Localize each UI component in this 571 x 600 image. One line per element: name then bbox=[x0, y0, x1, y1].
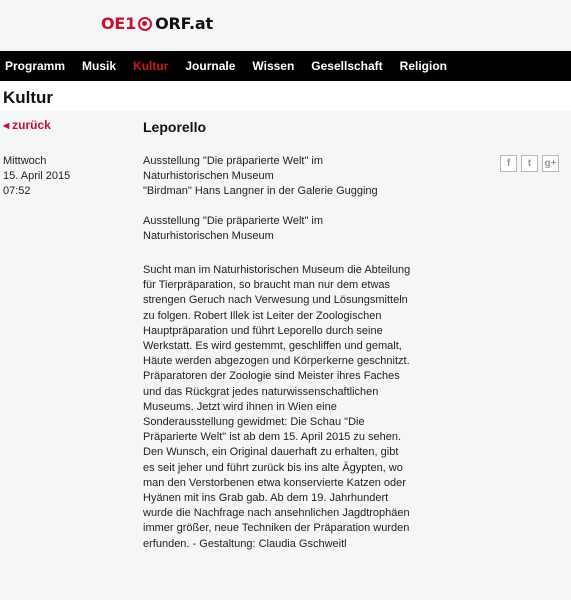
section-band bbox=[0, 81, 571, 111]
nav-item-kultur[interactable]: Kultur bbox=[133, 59, 169, 73]
nav-item-journale[interactable]: Journale bbox=[185, 59, 236, 73]
article-date bbox=[3, 154, 113, 199]
body-line: für Tierpräparation, so braucht man nur dem etwas bbox=[143, 279, 391, 292]
body-line: Hauptpräparation und führt Leporello durch seine bbox=[143, 324, 383, 337]
orf-ring-icon bbox=[138, 17, 152, 31]
body-line: Präparierte Welt" ist ab dem 15. April 2015 zu sehen. bbox=[143, 431, 402, 444]
main-nav bbox=[0, 51, 571, 81]
section-title: Kultur bbox=[3, 88, 54, 107]
article-teasers bbox=[143, 154, 443, 199]
back-link[interactable] bbox=[3, 118, 51, 132]
body-line: Präparatoren der Zoologie sind Meister ihres Faches bbox=[143, 370, 400, 383]
body-line: Den Wunsch, ein Original dauerhaft zu erhalten, gibt bbox=[143, 446, 399, 459]
date-weekday: Mittwoch bbox=[3, 155, 47, 167]
body-line: strengen Geruch nach Verwesung und Lösungsmitteln bbox=[143, 294, 408, 307]
date-day: 15. April 2015 bbox=[3, 170, 71, 182]
date-time: 07:52 bbox=[3, 185, 31, 197]
body-line: erfunden. - Gestaltung: Claudia Gschweitl bbox=[143, 537, 347, 550]
share-buttons bbox=[500, 155, 559, 172]
subtitle-line: Ausstellung "Die präparierte Welt" im bbox=[143, 215, 324, 227]
body-line: Museums. Jetzt wird ihnen in Wien eine bbox=[143, 400, 337, 413]
body-line: immer größer, neue Techniken der Präparation wurden bbox=[143, 522, 410, 535]
article-title: Leporello bbox=[143, 119, 207, 135]
facebook-icon[interactable]: f bbox=[500, 155, 517, 172]
nav-item-wissen[interactable]: Wissen bbox=[252, 59, 295, 73]
nav-item-religion[interactable]: Religion bbox=[399, 59, 448, 73]
body-line: und das Rückgrat jedes naturwissenschaftlichen bbox=[143, 385, 379, 398]
back-link-label: zurück bbox=[12, 118, 51, 132]
nav-item-musik[interactable]: Musik bbox=[82, 59, 117, 73]
oe1-orf-logo[interactable] bbox=[101, 14, 213, 33]
oe1-logo-text: OE1 bbox=[101, 14, 137, 33]
body-line: man den Verstorbenen etwa konservierte Katzen oder bbox=[143, 476, 406, 489]
back-arrow-icon: ◀ bbox=[3, 121, 10, 130]
body-line: Werkstatt. Es wird gestemmt, geschliffen und gemalt, bbox=[143, 340, 402, 353]
article-subtitle bbox=[143, 214, 443, 244]
nav-item-gesellschaft[interactable]: Gesellschaft bbox=[311, 59, 383, 73]
teaser-line: Ausstellung "Die präparierte Welt" im bbox=[143, 155, 324, 167]
body-line: zu folgen. Robert Illek ist Leiter der Zoologischen bbox=[143, 309, 382, 322]
body-line: Hyänen mit ins Grab gab. Ab dem 19. Jahrhundert bbox=[143, 492, 389, 505]
body-line: Sucht man im Naturhistorischen Museum die Abteilung bbox=[143, 264, 411, 276]
orf-logo-text: ORF.at bbox=[155, 14, 213, 33]
twitter-icon[interactable]: t bbox=[521, 155, 538, 172]
body-line: es seit jeher und führt zurück bis ins alte Ägypten, wo bbox=[143, 461, 403, 474]
body-line: Häute werden abgezogen und Körperkerne geschnitzt. bbox=[143, 355, 410, 368]
teaser-line: Naturhistorischen Museum bbox=[143, 170, 274, 182]
header-bar bbox=[0, 0, 571, 50]
googleplus-icon[interactable]: g+ bbox=[542, 155, 559, 172]
subtitle-line: Naturhistorischen Museum bbox=[143, 230, 274, 242]
article-body bbox=[143, 263, 443, 552]
body-line: Sonderausstellung gewidmet: Die Schau "Die bbox=[143, 416, 365, 429]
teaser-line: "Birdman" Hans Langner in der Galerie Gugging bbox=[143, 185, 378, 197]
nav-item-programm[interactable]: Programm bbox=[5, 59, 66, 73]
body-line: wurde die Nachfrage nach ansehnlichen Jagdtrophäen bbox=[143, 507, 410, 520]
